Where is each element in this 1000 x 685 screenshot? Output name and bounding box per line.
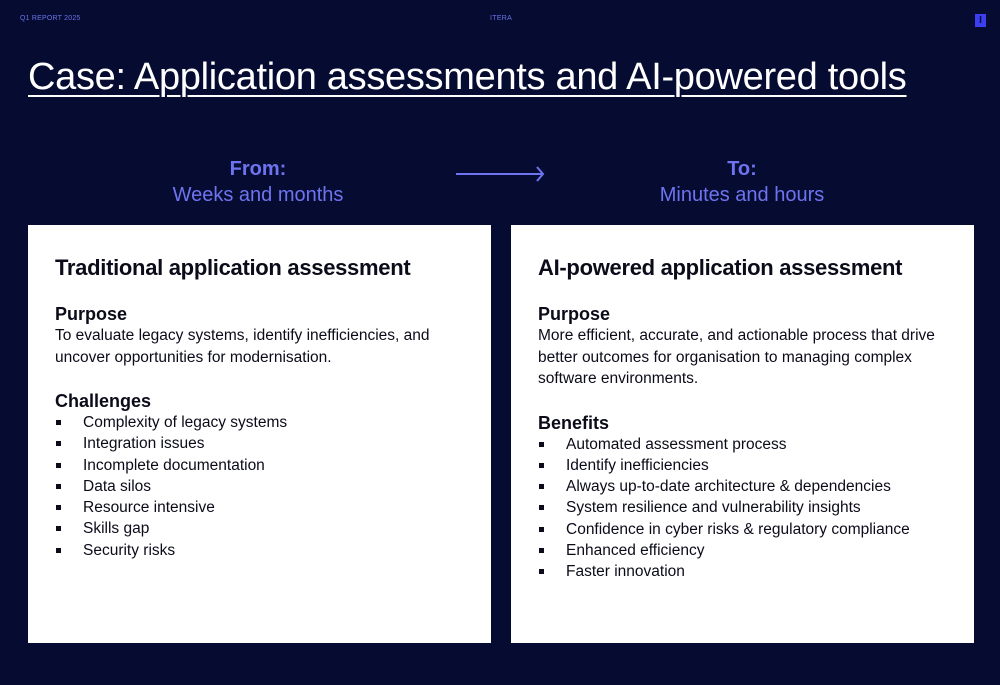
traditional-purpose-label: Purpose [55, 304, 128, 324]
bullet-icon [539, 463, 544, 468]
traditional-purpose-text: To evaluate legacy systems, identify inefficiencies, and uncover opportunities for modernisation. [55, 327, 430, 366]
page-title: Case: Application assessments and AI-powered tools [28, 56, 907, 98]
bullet-icon [56, 484, 61, 489]
list-item-text: Complexity of legacy systems [83, 414, 288, 431]
traditional-assessment-card [28, 225, 491, 643]
list-item-text: Incomplete documentation [83, 456, 265, 474]
list-item-text: Integration issues [83, 435, 205, 453]
bullet-icon [539, 548, 544, 553]
list-item [55, 433, 469, 454]
bullet-icon [539, 442, 544, 447]
list-item [55, 455, 469, 476]
list-item-text: Automated assessment process [566, 435, 787, 453]
ai-purpose-text: More efficient, accurate, and actionable process that drive better outcomes for organisation to managing complex software environments. [538, 327, 935, 387]
to-block [542, 157, 942, 209]
bullet-icon [56, 420, 61, 425]
list-item-text: Skills gap [83, 520, 150, 538]
list-item [538, 561, 952, 582]
list-item-text: Always up-to-date architecture & dependencies [566, 478, 891, 496]
list-item [538, 497, 952, 518]
brand-logo [975, 14, 986, 27]
benefits-label: Benefits [538, 412, 610, 433]
ai-assessment-card [511, 225, 974, 643]
list-item-text: System resilience and vulnerability insights [566, 499, 861, 517]
list-item [538, 540, 952, 561]
bullet-icon [56, 441, 61, 446]
list-item [538, 455, 952, 476]
list-item-text: Resource intensive [83, 499, 215, 517]
bullet-icon [56, 463, 61, 468]
bullet-icon [56, 526, 61, 531]
list-item [55, 476, 469, 497]
list-item-text: Data silos [83, 477, 152, 495]
bullet-icon [56, 548, 61, 553]
bullet-icon [539, 484, 544, 489]
from-block [58, 157, 458, 209]
challenges-list [55, 412, 469, 561]
brand-name: ITERA [490, 15, 513, 22]
bullet-icon [539, 527, 544, 532]
list-item-text: Enhanced efficiency [566, 541, 705, 559]
list-item [55, 412, 469, 433]
from-label: From: [229, 158, 287, 180]
to-label: To: [727, 158, 757, 180]
bullet-icon [539, 505, 544, 510]
arrow-right-icon [456, 164, 546, 184]
report-label: Q1 REPORT 2025 [20, 15, 81, 22]
list-item-text: Security risks [83, 541, 176, 559]
benefits-list [538, 434, 952, 583]
challenges-label: Challenges [55, 391, 152, 411]
list-item [538, 519, 952, 540]
list-item [538, 476, 952, 497]
logo-letter: I [979, 15, 982, 26]
list-item-text: Faster innovation [566, 563, 685, 581]
list-item [538, 434, 952, 455]
traditional-heading: Traditional application assessment [55, 255, 411, 280]
list-item [55, 497, 469, 518]
ai-purpose-label: Purpose [538, 304, 611, 324]
list-item [55, 518, 469, 539]
list-item [55, 540, 469, 561]
bullet-icon [56, 505, 61, 510]
list-item-text: Confidence in cyber risks & regulatory compliance [566, 520, 910, 538]
ai-heading: AI-powered application assessment [538, 255, 903, 280]
from-value: Weeks and months [172, 184, 344, 206]
bullet-icon [539, 569, 544, 574]
list-item-text: Identify inefficiencies [566, 456, 709, 474]
to-value: Minutes and hours [659, 184, 825, 206]
